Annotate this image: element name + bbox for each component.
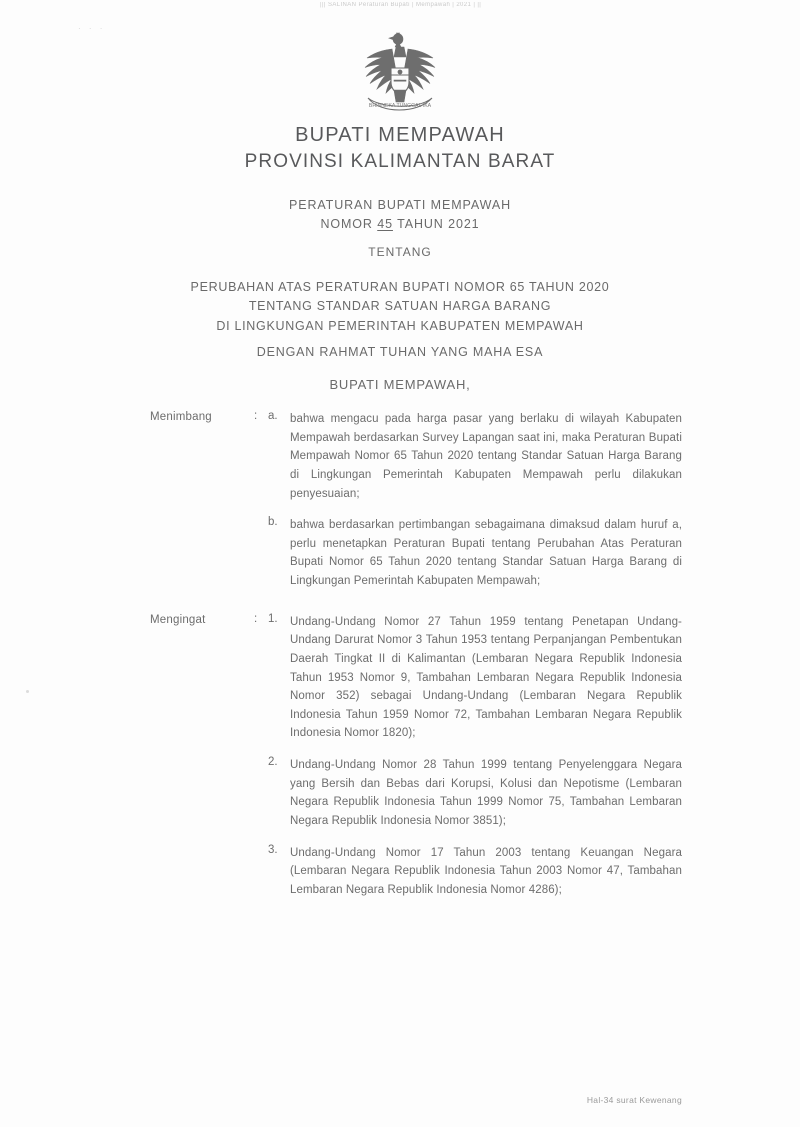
invocation-text: DENGAN RAHMAT TUHAN YANG MAHA ESA (256, 345, 544, 359)
clause-items (268, 613, 682, 900)
tahun-value: 2021 (448, 216, 480, 231)
clause-label: Mengingat (150, 613, 206, 626)
clause-menimbang (150, 410, 682, 591)
garuda-pancasila-emblem (0, 28, 800, 112)
item-marker: 3. (268, 843, 278, 856)
list-item (268, 844, 682, 900)
regulation-heading (0, 196, 800, 234)
svg-text:BHINNEKA TUNGGAL IKA: BHINNEKA TUNGGAL IKA (368, 103, 432, 109)
subject-line-1: PERUBAHAN ATAS PERATURAN BUPATI NOMOR 65 TAHUN 2020 (190, 280, 610, 294)
title-line-provinsi: PROVINSI KALIMANTAN BARAT (244, 151, 556, 172)
clause-mengingat (150, 613, 682, 900)
item-marker: 1. (268, 612, 278, 625)
page-title (0, 122, 800, 175)
list-item (268, 516, 682, 591)
clause-label: Menimbang (150, 411, 212, 423)
item-marker: a. (268, 410, 278, 422)
item-text: Undang-Undang Nomor 28 Tahun 1999 tentang Penyelenggara Negara yang Bersih dan Bebas dari Korupsi, Kolusi dan Nepotisme (Lembaran Negara Republik Indonesia Tahun 1999 Nomor 75, Tambahan Lembaran Negara Republik Indonesia Nomor 3851); (290, 759, 682, 827)
regulation-number-line (0, 215, 800, 234)
item-text: Undang-Undang Nomor 17 Tahun 2003 tentang Keuangan Negara (Lembaran Negara Republik Indonesia Tahun 2003 Nomor 47, Tambahan Lembaran Negara Republik Indonesia Nomor 4286); (290, 846, 682, 896)
item-text: Undang-Undang Nomor 27 Tahun 1959 tentang Penetapan Undang-Undang Darurat Nomor 3 Tahun 1953 tentang Perpanjangan Pembentukan Daerah Tingkat II di Kalimantan (Lembaran Negara Republik Indonesia Tahun 1953 Nomor 9, Tambahan Lembaran Negara Republik Indonesia Nomor 352) sebagai Undang-Undang (Lembaran Negara Republik Indonesia Tahun 1959 Nomor 72, Tambahan Lembaran Negara Republik Indonesia Nomor 1820); (290, 615, 682, 740)
clauses-section (150, 410, 682, 915)
item-text: bahwa berdasarkan pertimbangan sebagaimana dimaksud dalam huruf a, perlu menetapkan Peraturan Bupati tentang Perubahan Atas Peraturan Bupati Nomor 65 Tahun 2020 tentang Standar Satuan Harga Barang di Lingkungan Pemerintah Kabupaten Mempawah; (290, 519, 682, 587)
footer-note: Hal-34 surat Kewenang (586, 1095, 682, 1105)
office-title: BUPATI MEMPAWAH, (329, 377, 471, 392)
nomor-value: 45 (377, 216, 393, 231)
regulation-subject (0, 278, 800, 336)
scan-artifact-top: ||| SALINAN Peraturan Bupati | Mempawah | 2021 | || (320, 2, 482, 8)
subject-line-3: DI LINGKUNGAN PEMERINTAH KABUPATEN MEMPAWAH (216, 318, 584, 333)
clause-items (268, 410, 682, 591)
list-item (268, 613, 682, 743)
subject-line-2: TENTANG STANDAR SATUAN HARGA BARANG (248, 299, 552, 314)
item-marker: b. (268, 516, 278, 529)
clause-colon: : (254, 612, 258, 625)
clause-colon: : (254, 410, 258, 422)
tahun-label: TAHUN (397, 216, 444, 231)
title-line-bupati: BUPATI MEMPAWAH (295, 124, 505, 146)
nomor-label: NOMOR (320, 216, 373, 231)
list-item (268, 756, 682, 831)
regulation-type: PERATURAN BUPATI MEMPAWAH (288, 198, 512, 212)
item-text: bahwa mengacu pada harga pasar yang berlaku di wilayah Kabupaten Mempawah berdasarkan Survey Lapangan saat ini, maka Peraturan Bupati Mempawah Nomor 65 Tahun 2020 tentang Standar Satuan Harga Barang di Lingkungan Pemerintah Kabupaten Mempawah perlu dilakukan penyesuaian; (290, 413, 682, 500)
scan-artifact-dot (26, 690, 29, 693)
item-marker: 2. (268, 756, 278, 768)
list-item (268, 410, 682, 503)
scan-artifact-mark: · · · (78, 24, 106, 33)
tentang-label: TENTANG (368, 245, 432, 259)
